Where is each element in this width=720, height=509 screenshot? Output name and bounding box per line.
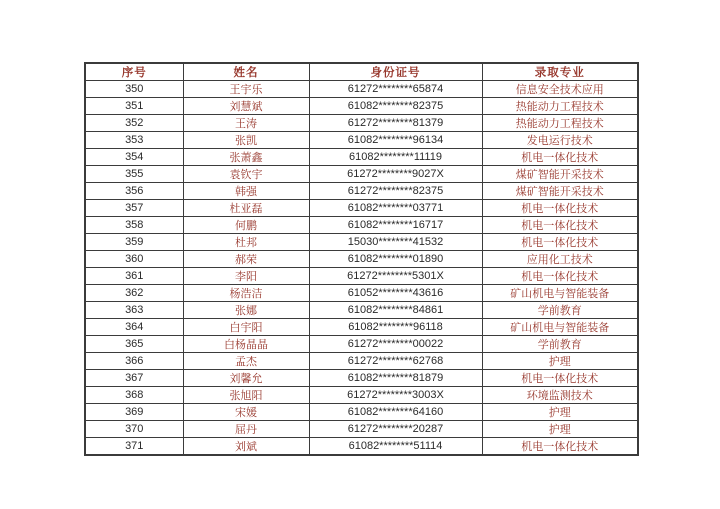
cell-major: 热能动力工程技术 (482, 98, 638, 115)
cell-major: 机电一体化技术 (482, 268, 638, 285)
cell-id-number: 61082********82375 (309, 98, 482, 115)
cell-id-number: 61082********51114 (309, 438, 482, 456)
cell-index: 351 (85, 98, 183, 115)
cell-name: 王宇乐 (183, 81, 309, 98)
cell-name: 张凯 (183, 132, 309, 149)
table-row (85, 353, 638, 370)
table-row (85, 336, 638, 353)
cell-index: 365 (85, 336, 183, 353)
table-row (85, 217, 638, 234)
cell-index: 367 (85, 370, 183, 387)
cell-name: 白杨晶晶 (183, 336, 309, 353)
cell-index: 360 (85, 251, 183, 268)
cell-id-number: 61272********00022 (309, 336, 482, 353)
cell-id-number: 61272********81379 (309, 115, 482, 132)
cell-major: 机电一体化技术 (482, 149, 638, 166)
table-row (85, 251, 638, 268)
cell-name: 张萧鑫 (183, 149, 309, 166)
cell-major: 学前教育 (482, 336, 638, 353)
cell-index: 370 (85, 421, 183, 438)
cell-id-number: 61082********03771 (309, 200, 482, 217)
cell-major: 护理 (482, 404, 638, 421)
cell-name: 屈丹 (183, 421, 309, 438)
cell-name: 刘慧斌 (183, 98, 309, 115)
cell-index: 362 (85, 285, 183, 302)
cell-id-number: 61082********01890 (309, 251, 482, 268)
cell-major: 矿山机电与智能装备 (482, 319, 638, 336)
cell-id-number: 61082********96118 (309, 319, 482, 336)
cell-name: 袁钦宇 (183, 166, 309, 183)
table-row (85, 370, 638, 387)
cell-id-number: 61082********64160 (309, 404, 482, 421)
cell-major: 机电一体化技术 (482, 438, 638, 456)
cell-index: 353 (85, 132, 183, 149)
cell-id-number: 61082********96134 (309, 132, 482, 149)
cell-id-number: 61272********20287 (309, 421, 482, 438)
cell-id-number: 61272********82375 (309, 183, 482, 200)
table-row (85, 438, 638, 456)
cell-name: 李阳 (183, 268, 309, 285)
cell-id-number: 61082********16717 (309, 217, 482, 234)
cell-major: 环境监测技术 (482, 387, 638, 404)
table-row (85, 421, 638, 438)
cell-name: 宋媛 (183, 404, 309, 421)
table-row (85, 319, 638, 336)
cell-id-number: 15030********41532 (309, 234, 482, 251)
cell-major: 热能动力工程技术 (482, 115, 638, 132)
cell-id-number: 61082********84861 (309, 302, 482, 319)
cell-index: 352 (85, 115, 183, 132)
cell-id-number: 61052********43616 (309, 285, 482, 302)
cell-major: 机电一体化技术 (482, 234, 638, 251)
cell-id-number: 61272********62768 (309, 353, 482, 370)
table-row (85, 132, 638, 149)
cell-id-number: 61272********65874 (309, 81, 482, 98)
cell-index: 366 (85, 353, 183, 370)
table-row (85, 302, 638, 319)
cell-name: 张娜 (183, 302, 309, 319)
table-header-row (85, 63, 638, 81)
table-row (85, 285, 638, 302)
cell-index: 364 (85, 319, 183, 336)
cell-major: 发电运行技术 (482, 132, 638, 149)
table-row (85, 166, 638, 183)
cell-name: 孟杰 (183, 353, 309, 370)
cell-index: 363 (85, 302, 183, 319)
cell-name: 白宇阳 (183, 319, 309, 336)
cell-name: 杜邦 (183, 234, 309, 251)
table-row (85, 200, 638, 217)
cell-id-number: 61272********9027X (309, 166, 482, 183)
cell-name: 杜亚磊 (183, 200, 309, 217)
cell-major: 机电一体化技术 (482, 370, 638, 387)
cell-major: 学前教育 (482, 302, 638, 319)
cell-index: 350 (85, 81, 183, 98)
cell-index: 371 (85, 438, 183, 456)
cell-name: 韩强 (183, 183, 309, 200)
header-major: 录取专业 (482, 63, 638, 81)
table-row (85, 149, 638, 166)
cell-name: 王涛 (183, 115, 309, 132)
cell-index: 369 (85, 404, 183, 421)
cell-major: 煤矿智能开采技术 (482, 166, 638, 183)
cell-name: 杨浩洁 (183, 285, 309, 302)
table-body (85, 81, 638, 456)
cell-name: 刘斌 (183, 438, 309, 456)
cell-major: 煤矿智能开采技术 (482, 183, 638, 200)
cell-id-number: 61082********11119 (309, 149, 482, 166)
header-index: 序号 (85, 63, 183, 81)
cell-id-number: 61082********81879 (309, 370, 482, 387)
cell-index: 356 (85, 183, 183, 200)
admissions-table (84, 62, 639, 456)
cell-major: 护理 (482, 353, 638, 370)
cell-index: 361 (85, 268, 183, 285)
cell-index: 354 (85, 149, 183, 166)
cell-major: 应用化工技术 (482, 251, 638, 268)
table-row (85, 387, 638, 404)
cell-index: 368 (85, 387, 183, 404)
cell-id-number: 61272********3003X (309, 387, 482, 404)
cell-name: 张旭阳 (183, 387, 309, 404)
cell-name: 何鹏 (183, 217, 309, 234)
table-row (85, 98, 638, 115)
table-row (85, 115, 638, 132)
cell-index: 359 (85, 234, 183, 251)
table-row (85, 234, 638, 251)
table-row (85, 183, 638, 200)
cell-major: 信息安全技术应用 (482, 81, 638, 98)
table-row (85, 268, 638, 285)
cell-major: 矿山机电与智能装备 (482, 285, 638, 302)
cell-major: 机电一体化技术 (482, 217, 638, 234)
cell-index: 355 (85, 166, 183, 183)
header-id-number: 身份证号 (309, 63, 482, 81)
cell-id-number: 61272********5301X (309, 268, 482, 285)
cell-major: 机电一体化技术 (482, 200, 638, 217)
cell-name: 郝荣 (183, 251, 309, 268)
cell-index: 357 (85, 200, 183, 217)
cell-name: 刘馨允 (183, 370, 309, 387)
header-name: 姓名 (183, 63, 309, 81)
table-row (85, 404, 638, 421)
table-row (85, 81, 638, 98)
cell-major: 护理 (482, 421, 638, 438)
cell-index: 358 (85, 217, 183, 234)
